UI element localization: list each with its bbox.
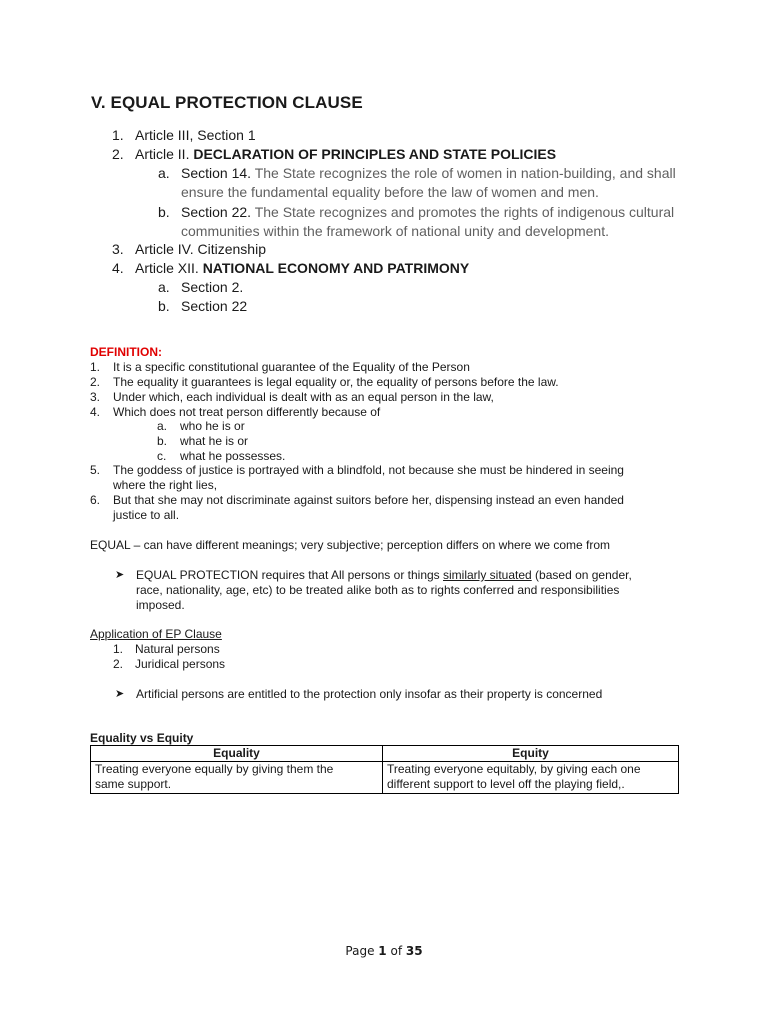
table-heading: Equality vs Equity xyxy=(90,731,194,745)
table-cell: Treating everyone equally by giving them the same support. xyxy=(91,762,383,794)
application-heading: Application of EP Clause xyxy=(90,627,222,641)
section-title: V. EQUAL PROTECTION CLAUSE xyxy=(91,93,363,112)
arrow-bullet-icon: ➤ xyxy=(115,688,125,700)
article-sub-continuation: ensure the fundamental equality before the law of women and men. xyxy=(181,184,599,200)
table-row xyxy=(91,762,679,794)
definition-list: 1. It is a specific constitutional guarantee of the Equality of the Person 2. The equality it guarantees is legal equality or, the equality of persons before the law. 3. Under which, each individual is dealt with as an equal person in the law, 4. Which does not treat person differently because of a. who he is or b. what he is or c. what he possesses. 5. The goddess of justice is portrayed with a blindfold, not because she must be hindered in seeing where the right lies, 6. But that she may not discriminate against suitors before her, dispensing instead an even handed justice to all. xyxy=(90,360,624,522)
equal-protection-bullet: ➤ EQUAL PROTECTION requires that All persons or things similarly situated (based on gender, race, nationality, age, etc) to be treated alike both as to rights conferred and responsibilities imposed. xyxy=(115,568,632,612)
page-number: Page 1 of 35 xyxy=(345,944,423,958)
table-cell: Treating everyone equitably, by giving each one different support to level off the playing field,. xyxy=(383,762,679,794)
equality-equity-table xyxy=(90,745,679,794)
table-header-cell: Equity xyxy=(383,746,679,762)
definition-item-continuation: where the right lies, xyxy=(113,478,218,492)
article-list: 1. Article III, Section 1 2. Article II. DECLARATION OF PRINCIPLES AND STATE POLICIES a. Section 14. The State recognizes the role of women in nation-building, and shall ensure the fundamental equality before the law of women and men. b. Section 22. The State recognizes and promotes the rights of indigenous cultural communities within the framework of national unity and development. 3. Article IV. Citizenship 4. Article XII. NATIONAL ECONOMY AND PATRIMONY a. Section 2. b. Section 22 xyxy=(112,127,676,314)
equal-meaning-text: EQUAL – can have different meanings; very subjective; perception differs on where we come from xyxy=(90,538,611,552)
article-sub-continuation: communities within the framework of national unity and development. xyxy=(181,223,609,239)
table-header-row xyxy=(91,746,679,762)
artificial-persons-bullet: ➤ Artificial persons are entitled to the protection only insofar as their property is concerned xyxy=(115,687,603,701)
table-header-cell: Equality xyxy=(91,746,383,762)
definition-heading: DEFINITION: xyxy=(90,345,162,359)
application-list: 1. Natural persons 2. Juridical persons xyxy=(113,642,226,671)
definition-item-continuation: justice to all. xyxy=(113,508,180,522)
arrow-bullet-icon: ➤ xyxy=(115,569,125,581)
